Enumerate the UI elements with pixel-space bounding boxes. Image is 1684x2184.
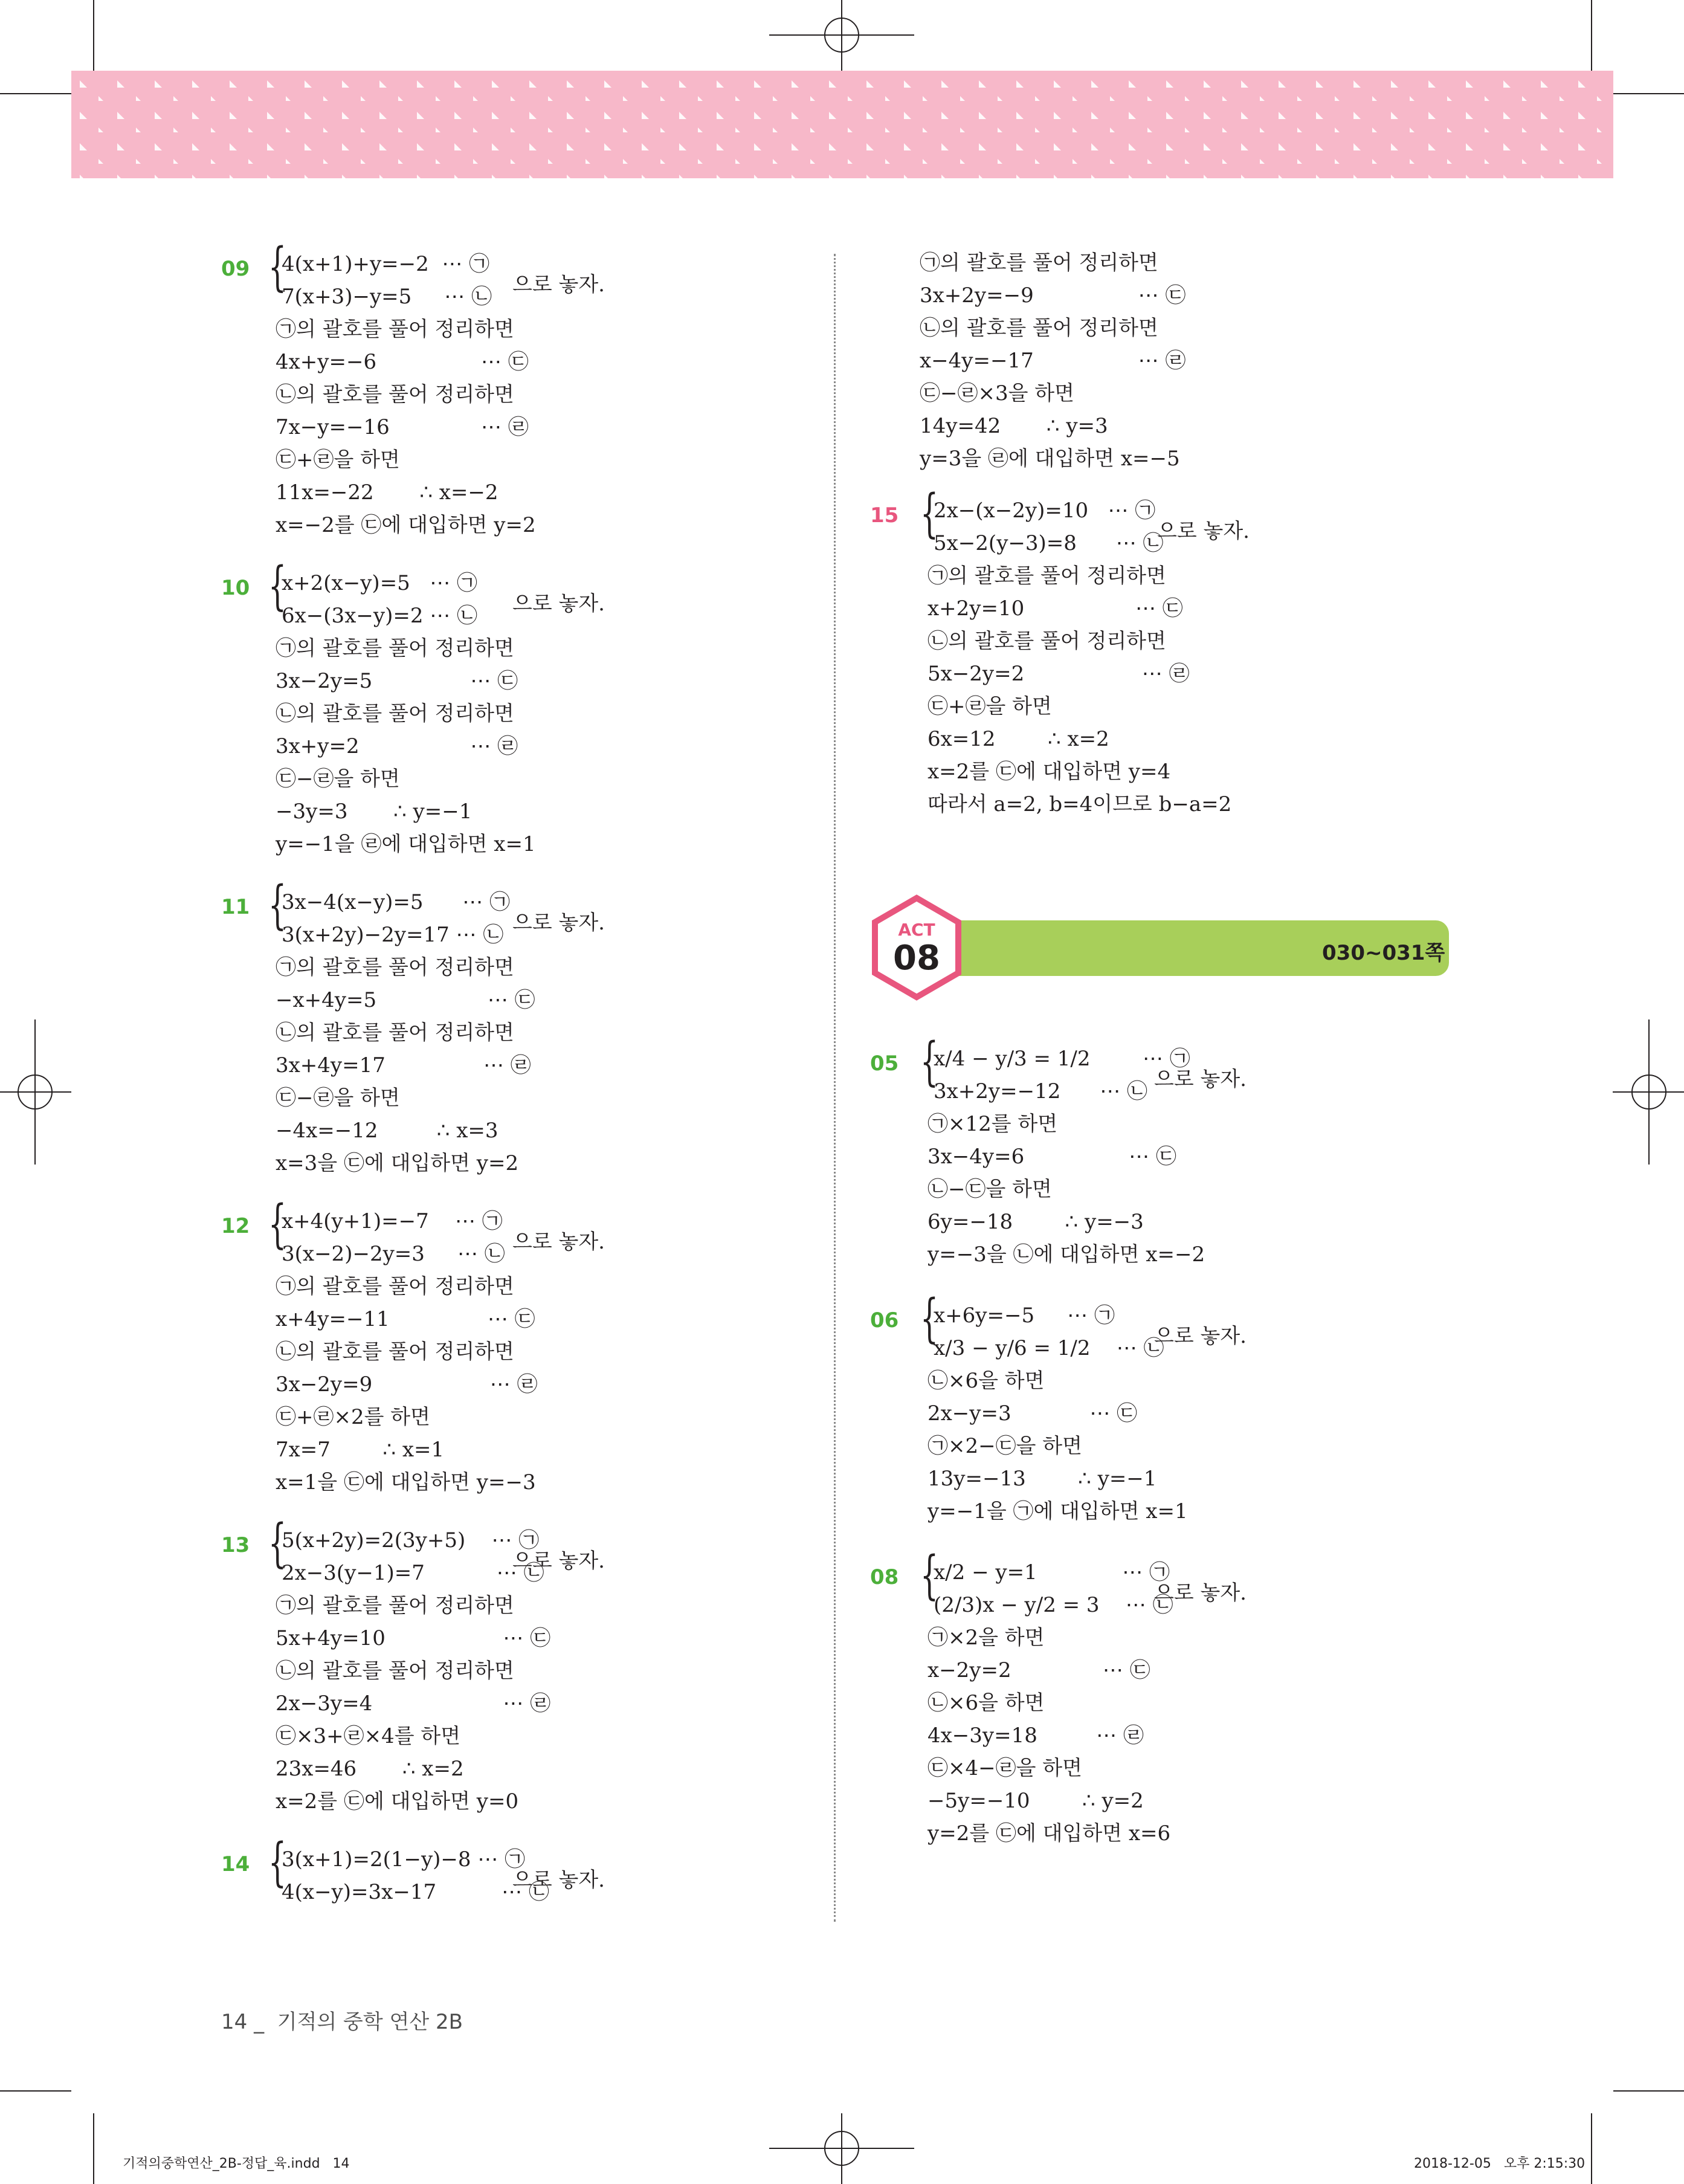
system-equation: 2x−3(y−1)=7 ⋯ ㉡ — [282, 1561, 544, 1585]
system-equation: x/4 − y/3 = 1/2 ⋯ ㉠ — [934, 1047, 1190, 1071]
registration-mark-left — [0, 1019, 71, 1165]
column-divider — [834, 254, 836, 1922]
system-equation: 3x+2y=−12 ⋯ ㉡ — [934, 1079, 1148, 1103]
solution-line: ㉡의 괄호를 풀어 정리하면 — [276, 1659, 514, 1683]
solution-line: ㉡의 괄호를 풀어 정리하면 — [276, 1340, 514, 1364]
solution-line: ㉢−㉣을 하면 — [276, 1086, 400, 1110]
solution-line: ㉠×2을 하면 — [927, 1626, 1045, 1650]
system-equation: x+4(y+1)=−7 ⋯ ㉠ — [282, 1209, 503, 1233]
brace-icon: { — [268, 556, 287, 616]
solution-line: 3x−2y=9 ⋯ ㉣ — [276, 1372, 538, 1397]
solution-line: 6y=−18 ∴ y=−3 — [927, 1210, 1144, 1234]
solution-line: ㉡의 괄호를 풀어 정리하면 — [920, 316, 1158, 340]
solution-line: −3y=3 ∴ y=−1 — [276, 800, 473, 824]
solution-line: ㉢+㉣×2를 하면 — [276, 1405, 430, 1429]
brace-icon: { — [920, 1288, 939, 1349]
solution-line: ㉠의 괄호를 풀어 정리하면 — [276, 955, 514, 980]
system-tag: 으로 놓자. — [512, 1230, 605, 1254]
solution-line: ㉡의 괄호를 풀어 정리하면 — [276, 383, 514, 407]
registration-mark-top — [769, 0, 914, 71]
brace-icon: { — [920, 483, 939, 544]
system-equation: 3(x−2)−2y=3 ⋯ ㉡ — [282, 1242, 505, 1266]
solution-line: y=−3을 ㉡에 대입하면 x=−2 — [927, 1242, 1205, 1267]
act-pages: 030~031쪽 — [1322, 941, 1445, 965]
brace-icon: { — [920, 1032, 939, 1092]
solution-line: 14y=42 ∴ y=3 — [920, 414, 1108, 438]
solution-line: ㉢−㉣을 하면 — [276, 767, 400, 791]
solution-line: 3x+4y=17 ⋯ ㉣ — [276, 1053, 531, 1077]
crop-mark-top-right-h — [1613, 93, 1684, 94]
solution-line: 6x=12 ∴ x=2 — [927, 727, 1109, 751]
crop-mark-top-left-v — [93, 0, 94, 71]
system-tag: 으로 놓자. — [1154, 1324, 1247, 1348]
solution-line: ㉡×6을 하면 — [927, 1369, 1045, 1393]
solution-line: ㉡의 괄호를 풀어 정리하면 — [276, 702, 514, 726]
brace-icon: { — [268, 875, 287, 935]
solution-line: 3x−4y=6 ⋯ ㉢ — [927, 1145, 1176, 1169]
footer-separator: _ — [254, 2010, 265, 2034]
registration-mark-right — [1613, 1019, 1684, 1165]
solution-line: ㉠의 괄호를 풀어 정리하면 — [927, 564, 1166, 588]
problem-number: 10 — [221, 576, 250, 600]
solution-line: 5x−2y=2 ⋯ ㉣ — [927, 662, 1190, 686]
solution-line: ㉠의 괄호를 풀어 정리하면 — [920, 251, 1158, 275]
solution-line: y=2를 ㉢에 대입하면 x=6 — [927, 1821, 1171, 1846]
solution-line: ㉢×4−㉣을 하면 — [927, 1756, 1082, 1780]
solution-line: 11x=−22 ∴ x=−2 — [276, 480, 498, 505]
system-tag: 으로 놓자. — [1157, 519, 1250, 543]
system-tag: 으로 놓자. — [512, 273, 605, 297]
problem-number: 11 — [221, 895, 250, 919]
solution-line: 23x=46 ∴ x=2 — [276, 1757, 464, 1781]
brace-icon: { — [268, 1832, 287, 1893]
solution-line: x+4y=−11 ⋯ ㉢ — [276, 1307, 535, 1331]
solution-line: ㉡−㉢을 하면 — [927, 1177, 1052, 1201]
solution-line: ㉠의 괄호를 풀어 정리하면 — [276, 1275, 514, 1299]
solution-line: 7x−y=−16 ⋯ ㉣ — [276, 415, 529, 439]
problem-number: 13 — [221, 1533, 250, 1557]
solution-line: ㉡의 괄호를 풀어 정리하면 — [276, 1021, 514, 1045]
problem-number: 06 — [870, 1308, 899, 1333]
solution-line: x−4y=−17 ⋯ ㉣ — [920, 349, 1186, 373]
solution-line: x=1을 ㉢에 대입하면 y=−3 — [276, 1470, 536, 1494]
solution-line: −4x=−12 ∴ x=3 — [276, 1119, 498, 1143]
system-equation: 5(x+2y)=2(3y+5) ⋯ ㉠ — [282, 1528, 540, 1552]
problem-number: 09 — [221, 257, 250, 281]
system-equation: 4(x+1)+y=−2 ⋯ ㉠ — [282, 252, 490, 276]
solution-line: ㉢+㉣을 하면 — [276, 448, 400, 472]
solution-line: ㉢−㉣×3을 하면 — [920, 381, 1074, 405]
solution-line: x=2를 ㉢에 대입하면 y=4 — [927, 760, 1171, 784]
solution-line: ㉢+㉣을 하면 — [927, 694, 1052, 719]
system-equation: 3x−4(x−y)=5 ⋯ ㉠ — [282, 890, 511, 914]
page-number: 14 — [221, 2010, 248, 2034]
act-number: 08 — [893, 939, 940, 978]
act-banner — [927, 920, 1449, 976]
solution-line: 7x=7 ∴ x=1 — [276, 1438, 445, 1462]
system-equation: 7(x+3)−y=5 ⋯ ㉡ — [282, 285, 492, 309]
solution-line: ㉠×12를 하면 — [927, 1112, 1058, 1136]
triangle-pattern — [71, 71, 1613, 178]
system-equation: 6x−(3x−y)=2 ⋯ ㉡ — [282, 604, 478, 628]
problem-number: 05 — [870, 1052, 899, 1076]
problem-number: 08 — [870, 1565, 899, 1589]
solution-line: 3x−2y=5 ⋯ ㉢ — [276, 669, 518, 693]
brace-icon: { — [268, 1194, 287, 1255]
solution-line: x=2를 ㉢에 대입하면 y=0 — [276, 1789, 519, 1814]
solution-line: 4x+y=−6 ⋯ ㉢ — [276, 350, 529, 374]
solution-line: 3x+y=2 ⋯ ㉣ — [276, 734, 518, 758]
problem-number: 15 — [870, 503, 899, 528]
system-equation: x+2(x−y)=5 ⋯ ㉠ — [282, 571, 478, 595]
solution-line: ㉠×2−㉢을 하면 — [927, 1434, 1082, 1458]
brace-icon: { — [920, 1545, 939, 1606]
crop-mark-top-right-v — [1591, 0, 1592, 71]
solution-line: 따라서 a=2, b=4이므로 b−a=2 — [927, 792, 1232, 816]
solution-line: ㉡의 괄호를 풀어 정리하면 — [927, 629, 1166, 653]
header-band — [71, 71, 1613, 178]
solution-line: ㉡×6을 하면 — [927, 1691, 1045, 1715]
solution-line: y=−1을 ㉣에 대입하면 x=1 — [276, 832, 536, 856]
solution-line: x−2y=2 ⋯ ㉢ — [927, 1658, 1150, 1682]
system-equation: 2x−(x−2y)=10 ⋯ ㉠ — [934, 499, 1156, 523]
system-equation: (2/3)x − y/2 = 3 ⋯ ㉡ — [934, 1593, 1173, 1617]
system-tag: 으로 놓자. — [1154, 1067, 1247, 1091]
solution-line: ㉠의 괄호를 풀어 정리하면 — [276, 636, 514, 661]
problem-number: 12 — [221, 1214, 250, 1238]
solution-line: y=−1을 ㉠에 대입하면 x=1 — [927, 1499, 1188, 1523]
system-tag: 으로 놓자. — [512, 1549, 605, 1573]
page-footer — [221, 2005, 463, 2035]
brace-icon: { — [268, 1513, 287, 1574]
system-tag: 으로 놓자. — [512, 911, 605, 935]
crop-mark-bottom-left-v — [93, 2113, 94, 2184]
brace-icon: { — [268, 237, 287, 297]
solution-line: 2x−3y=4 ⋯ ㉣ — [276, 1691, 551, 1716]
system-equation: 3(x+1)=2(1−y)−8 ⋯ ㉠ — [282, 1847, 526, 1872]
book-title: 기적의 중학 연산 2B — [277, 2010, 463, 2034]
act-label: ACT — [898, 920, 935, 940]
solution-line: 5x+4y=10 ⋯ ㉢ — [276, 1626, 551, 1650]
solution-line: ㉠의 괄호를 풀어 정리하면 — [276, 1594, 514, 1618]
crop-mark-top-left-h — [0, 93, 71, 94]
system-equation: 3(x+2y)−2y=17 ⋯ ㉡ — [282, 923, 504, 947]
solution-line: 3x+2y=−9 ⋯ ㉢ — [920, 283, 1186, 308]
system-tag: 으로 놓자. — [512, 1868, 605, 1892]
solution-line: y=3을 ㉣에 대입하면 x=−5 — [920, 447, 1180, 471]
solution-line: −5y=−10 ∴ y=2 — [927, 1789, 1144, 1813]
solution-line: x=−2를 ㉢에 대입하면 y=2 — [276, 513, 536, 537]
solution-line: x=3을 ㉢에 대입하면 y=2 — [276, 1151, 519, 1175]
solution-line: ㉠의 괄호를 풀어 정리하면 — [276, 317, 514, 341]
system-tag: 으로 놓자. — [512, 592, 605, 616]
solution-line: 13y=−13 ∴ y=−1 — [927, 1467, 1157, 1491]
system-equation: 4(x−y)=3x−17 ⋯ ㉡ — [282, 1880, 549, 1904]
solution-line: ㉢×3+㉣×4를 하면 — [276, 1724, 461, 1748]
system-equation: x/3 − y/6 = 1/2 ⋯ ㉡ — [934, 1336, 1164, 1360]
crop-mark-bottom-left-h — [0, 2090, 71, 2092]
system-tag: 으로 놓자. — [1154, 1581, 1247, 1605]
registration-mark-bottom — [769, 2113, 914, 2184]
system-equation: x/2 − y=1 ⋯ ㉠ — [934, 1560, 1170, 1585]
solution-line: x+2y=10 ⋯ ㉢ — [927, 596, 1183, 621]
crop-mark-bottom-right-h — [1613, 2090, 1684, 2092]
solution-line: −x+4y=5 ⋯ ㉢ — [276, 988, 535, 1012]
slug-stamp: 2018-12-05 오후 2:15:30 — [1414, 2156, 1586, 2171]
slug-file: 기적의중학연산_2B-정답_육.indd 14 — [123, 2156, 350, 2171]
system-equation: x+6y=−5 ⋯ ㉠ — [934, 1304, 1115, 1328]
crop-mark-bottom-right-v — [1591, 2113, 1592, 2184]
solution-line: 2x−y=3 ⋯ ㉢ — [927, 1401, 1138, 1426]
solution-line: 4x−3y=18 ⋯ ㉣ — [927, 1724, 1144, 1748]
system-equation: 5x−2(y−3)=8 ⋯ ㉡ — [934, 531, 1164, 555]
problem-number: 14 — [221, 1852, 250, 1876]
